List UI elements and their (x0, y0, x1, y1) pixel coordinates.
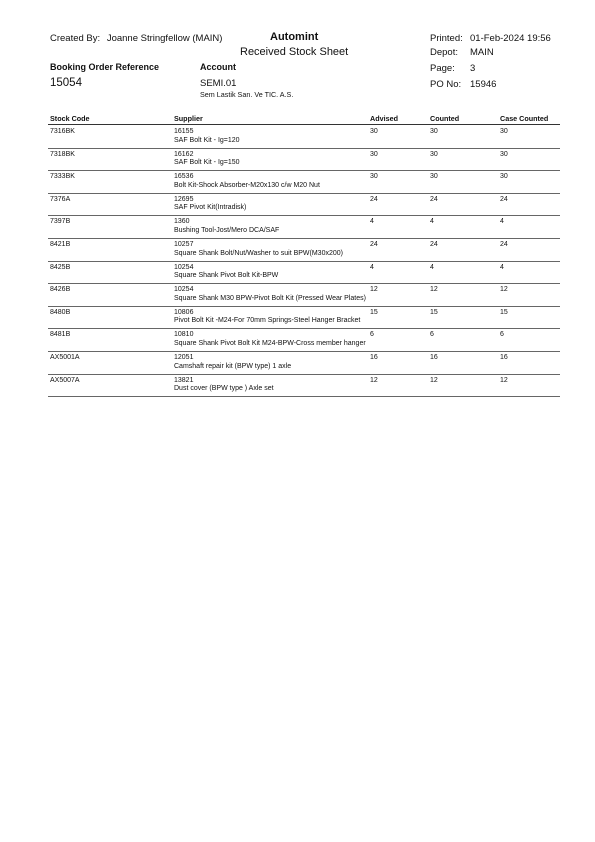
advised-cell: 30 (370, 173, 378, 181)
case-counted-cell: 4 (500, 263, 504, 271)
advised-cell: 30 (370, 128, 378, 135)
col-advised: Advised (370, 114, 398, 123)
supplier-number: 13821 (174, 376, 194, 384)
report-subtitle: Received Stock Sheet (240, 46, 349, 58)
table-row (48, 216, 560, 239)
supplier-number: 10254 (174, 263, 194, 271)
case-counted-cell: 30 (500, 128, 508, 135)
case-counted-cell: 15 (500, 308, 508, 316)
supplier-cell (174, 264, 278, 281)
stock-code-cell: AX5001A (50, 353, 80, 361)
table-row (48, 171, 560, 194)
supplier-number: 10257 (174, 240, 194, 248)
case-counted-cell: 30 (500, 173, 508, 181)
advised-cell: 4 (370, 218, 374, 226)
table-row (48, 329, 560, 352)
stock-code-cell: AX5007A (50, 376, 80, 384)
supplier-cell (174, 377, 274, 394)
item-description: Dust cover (BPW type ) Axle set (174, 385, 274, 393)
po-label: PO No: (430, 79, 462, 90)
supplier-number: 1360 (174, 218, 190, 226)
stock-code-cell: 8421B (50, 240, 71, 248)
advised-cell: 12 (370, 286, 378, 294)
counted-cell: 16 (430, 353, 438, 361)
counted-cell: 12 (430, 286, 438, 294)
case-counted-cell: 6 (500, 331, 504, 339)
case-counted-cell: 24 (500, 240, 508, 248)
supplier-number: 10254 (174, 286, 194, 294)
supplier-cell (174, 286, 366, 303)
advised-cell: 16 (370, 353, 378, 361)
item-description: Bushing Tool-Jost/Mero DCA/SAF (174, 226, 280, 234)
case-counted-cell: 30 (500, 150, 508, 158)
supplier-cell (174, 218, 279, 235)
counted-cell: 4 (430, 218, 434, 226)
advised-cell: 12 (370, 376, 378, 384)
table-row (48, 126, 560, 149)
table-row (48, 375, 560, 398)
supplier-cell (174, 241, 343, 258)
counted-cell: 4 (430, 263, 434, 271)
supplier-cell (174, 173, 320, 190)
supplier-cell (174, 331, 366, 348)
item-description: SAF Pivot Kit(Intradisk) (174, 204, 247, 212)
case-counted-cell: 12 (500, 286, 508, 294)
case-counted-cell: 4 (500, 218, 504, 226)
case-counted-cell: 12 (500, 376, 508, 384)
supplier-cell (174, 128, 240, 145)
account-label: Account (200, 62, 236, 72)
table-row (48, 284, 560, 307)
created-by-label: Created By: (50, 33, 101, 44)
booking-order-value: 15054 (50, 77, 82, 89)
col-stock-code: Stock Code (50, 114, 90, 123)
table-row (48, 307, 560, 330)
stock-code-cell: 8481B (50, 331, 71, 339)
advised-cell: 24 (370, 240, 378, 248)
col-counted: Counted (430, 114, 460, 123)
case-counted-cell: 24 (500, 195, 508, 203)
item-description: Square Shank Pivot Bolt Kit-BPW (174, 272, 279, 280)
supplier-cell (174, 151, 240, 168)
stock-code-cell: 7376A (50, 195, 71, 203)
supplier-cell (174, 196, 246, 213)
depot-label: Depot: (430, 47, 458, 58)
advised-cell: 15 (370, 308, 378, 316)
printed-label: Printed: (430, 33, 463, 44)
stock-code-cell: 8480B (50, 308, 71, 316)
item-description: Bolt Kit-Shock Absorber-M20x130 c/w M20 Nut (174, 181, 320, 189)
po-value: 15946 (470, 79, 497, 90)
advised-cell: 4 (370, 263, 374, 271)
account-name: Sem Lastik San. Ve TIC. A.S. (200, 90, 294, 99)
supplier-number: 16162 (174, 150, 194, 158)
table-body (48, 126, 560, 397)
item-description: Camshaft repair kit (BPW type) 1 axle (174, 362, 292, 370)
supplier-number: 10810 (174, 331, 194, 339)
advised-cell: 30 (370, 150, 378, 158)
case-counted-cell: 16 (500, 353, 508, 361)
stock-code-cell: 8425B (50, 263, 71, 271)
created-by (50, 33, 222, 44)
counted-cell: 15 (430, 308, 438, 316)
stock-code-cell: 8426B (50, 286, 71, 294)
stock-code-cell: 7397B (50, 218, 71, 226)
table-row (48, 352, 560, 375)
col-supplier: Supplier (174, 114, 203, 123)
item-description: Square Shank Pivot Bolt Kit M24-BPW-Cross member hanger (174, 339, 366, 347)
counted-cell: 24 (430, 240, 438, 248)
item-description: Square Shank M30 BPW-Pivot Bolt Kit (Pressed Wear Plates) (174, 294, 366, 302)
counted-cell: 12 (430, 376, 438, 384)
report-title: Automint (270, 31, 319, 43)
table-row (48, 149, 560, 172)
page-label: Page: (430, 63, 455, 74)
printed-value: 01-Feb-2024 19:56 (470, 33, 551, 44)
counted-cell: 30 (430, 173, 438, 181)
created-by-value: Joanne Stringfellow (MAIN) (106, 33, 223, 44)
supplier-number: 16155 (174, 128, 194, 135)
counted-cell: 24 (430, 195, 438, 203)
item-description: Square Shank Bolt/Nut/Washer to suit BPW(M30x200) (174, 249, 343, 257)
depot-value: MAIN (470, 47, 494, 58)
table-row (48, 262, 560, 285)
item-description: SAF Bolt Kit - Ig=150 (174, 159, 240, 167)
account-code: SEMI.01 (200, 78, 237, 89)
stock-code-cell: 7318BK (50, 150, 75, 158)
stock-code-cell: 7316BK (50, 128, 75, 135)
supplier-number: 10806 (174, 308, 194, 316)
counted-cell: 30 (430, 128, 438, 135)
counted-cell: 6 (430, 331, 434, 339)
table-row (48, 239, 560, 262)
supplier-cell (174, 309, 360, 326)
page-number: 3 (470, 63, 476, 74)
supplier-cell (174, 354, 291, 371)
table-row (48, 194, 560, 217)
item-description: SAF Bolt Kit - Ig=120 (174, 136, 240, 144)
item-description: Pivot Bolt Kit -M24-For 70mm Springs-Steel Hanger Bracket (174, 317, 361, 325)
supplier-number: 12051 (174, 353, 194, 361)
booking-order-label: Booking Order Reference (50, 62, 160, 72)
stock-code-cell: 7333BK (50, 173, 75, 181)
counted-cell: 30 (430, 150, 438, 158)
col-case-counted: Case Counted (500, 114, 549, 123)
table-header (48, 114, 560, 125)
supplier-number: 16536 (174, 173, 194, 181)
supplier-number: 12695 (174, 195, 194, 203)
advised-cell: 24 (370, 195, 378, 203)
advised-cell: 6 (370, 331, 374, 339)
